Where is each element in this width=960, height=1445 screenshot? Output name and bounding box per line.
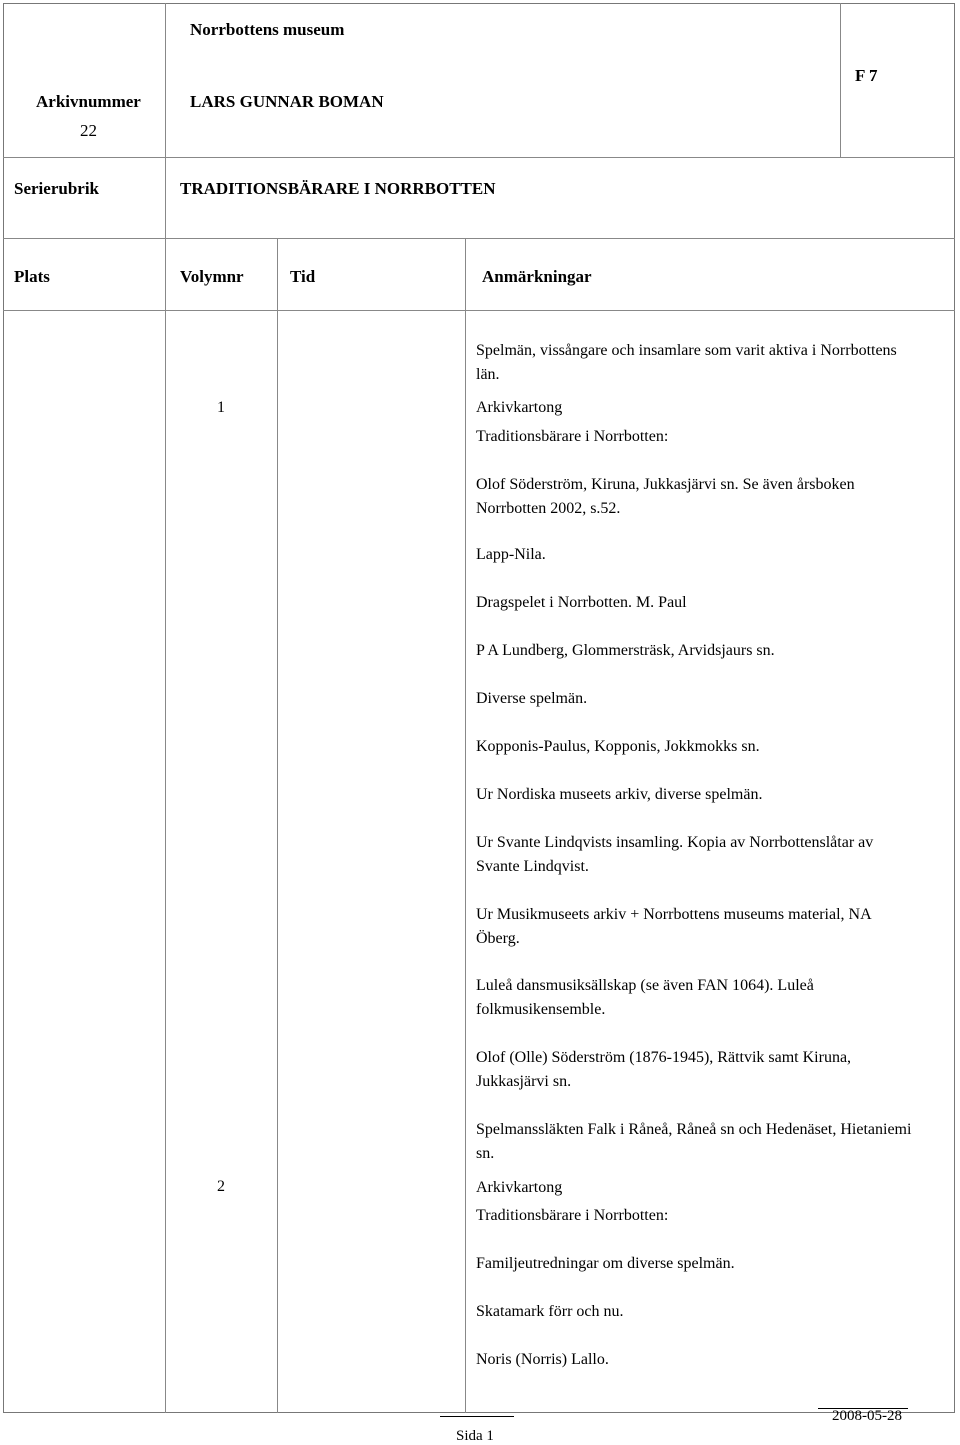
column-header-time: Tid bbox=[290, 267, 316, 286]
list-item: Diverse spelmän. bbox=[476, 690, 588, 707]
list-item: Kopponis-Paulus, Kopponis, Jokkmokks sn. bbox=[476, 738, 760, 755]
header-divider bbox=[3, 157, 955, 158]
archive-number-label: Arkivnummer bbox=[36, 92, 141, 111]
column-divider-code bbox=[840, 3, 841, 158]
page-number: Sida 1 bbox=[456, 1428, 494, 1444]
list-item: Spelmanssläkten Falk i Råneå, Råneå sn och Hedenäset, Hietaniemi sn. bbox=[476, 1121, 912, 1162]
series-divider bbox=[3, 238, 955, 239]
column-header-remarks: Anmärkningar bbox=[482, 267, 592, 286]
archive-code: F 7 bbox=[855, 66, 878, 85]
list-item: Noris (Norris) Lallo. bbox=[476, 1351, 609, 1368]
column-divider-volume bbox=[277, 238, 278, 1413]
volume-subtitle: Traditionsbärare i Norrbotten: bbox=[476, 428, 669, 445]
footer-rule-page bbox=[440, 1416, 514, 1417]
volume-description: Spelmän, vissångare och insamlare som varit aktiva i Norrbottens län. bbox=[476, 342, 897, 383]
list-item: Olof (Olle) Söderström (1876-1945), Rättvik samt Kiruna, Jukkasjärvi sn. bbox=[476, 1049, 852, 1090]
archive-number: 22 bbox=[80, 121, 97, 140]
list-item: Familjeutredningar om diverse spelmän. bbox=[476, 1255, 735, 1272]
museum-name: Norrbottens museum bbox=[190, 20, 345, 39]
print-date: 2008-05-28 bbox=[832, 1408, 902, 1424]
series-label: Serierubrik bbox=[14, 179, 99, 198]
list-item: Ur Musikmuseets arkiv + Norrbottens museums material, NA Öberg. bbox=[476, 906, 871, 947]
list-item: Ur Svante Lindqvists insamling. Kopia av Norrbottenslåtar av Svante Lindqvist. bbox=[476, 834, 874, 875]
list-item: Olof Söderström, Kiruna, Jukkasjärvi sn. Se även årsboken Norrbotten 2002, s.52. bbox=[476, 476, 855, 517]
person-name: LARS GUNNAR BOMAN bbox=[190, 92, 384, 111]
column-header-place: Plats bbox=[14, 267, 50, 286]
list-item: Ur Nordiska museets arkiv, diverse spelmän. bbox=[476, 786, 763, 803]
list-item: Luleå dansmusiksällskap (se även FAN 1064). Luleå folkmusikensemble. bbox=[476, 977, 814, 1018]
volume-type: Arkivkartong bbox=[476, 399, 563, 416]
columns-divider bbox=[3, 310, 955, 311]
list-item: Dragspelet i Norrbotten. M. Paul bbox=[476, 594, 687, 611]
volume-type: Arkivkartong bbox=[476, 1179, 563, 1196]
column-header-volume: Volymnr bbox=[180, 267, 244, 286]
column-divider-time bbox=[465, 238, 466, 1413]
volume-number: 1 bbox=[217, 399, 225, 416]
volume-number: 2 bbox=[217, 1178, 225, 1195]
series-title: TRADITIONSBÄRARE I NORRBOTTEN bbox=[180, 179, 496, 198]
list-item: Lapp-Nila. bbox=[476, 546, 546, 563]
list-item: P A Lundberg, Glommersträsk, Arvidsjaurs sn. bbox=[476, 642, 775, 659]
column-divider-place bbox=[165, 3, 166, 1413]
list-item: Skatamark förr och nu. bbox=[476, 1303, 624, 1320]
volume-subtitle: Traditionsbärare i Norrbotten: bbox=[476, 1207, 669, 1224]
